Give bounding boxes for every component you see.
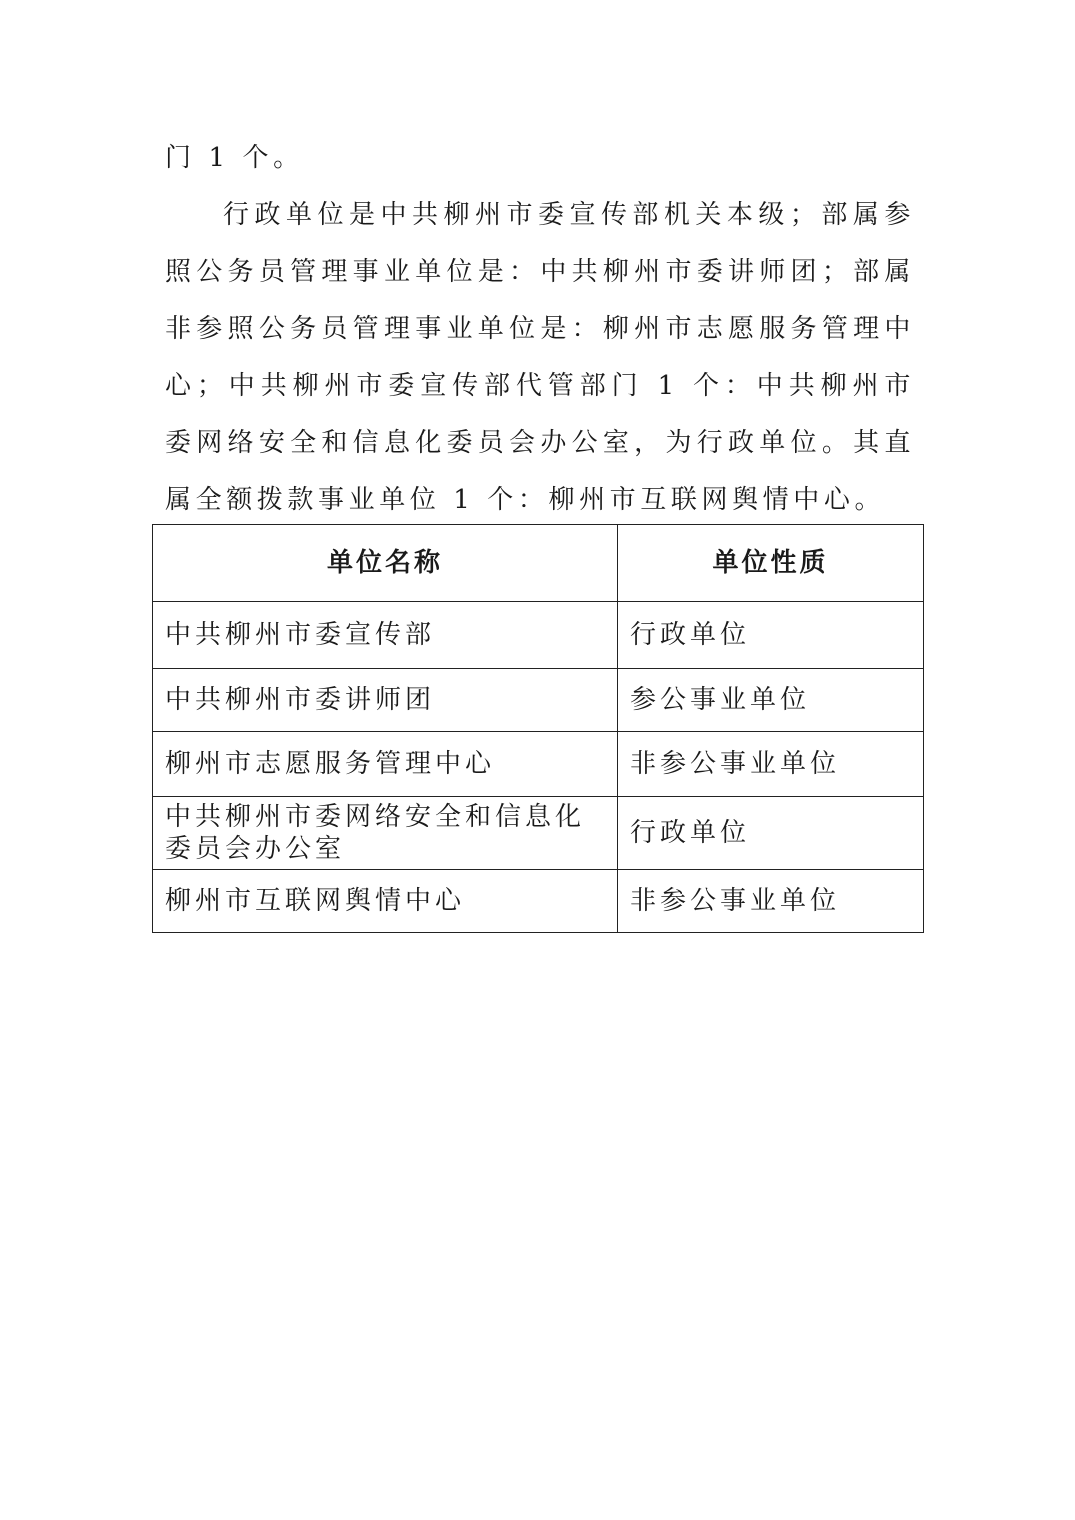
cell-unit-name: 柳州市互联网舆情中心 — [153, 870, 618, 933]
cell-unit-type: 行政单位 — [618, 602, 924, 669]
table-header-row — [153, 525, 924, 602]
header-unit-name: 单位名称 — [153, 525, 618, 602]
cell-unit-name: 中共柳州市委宣传部 — [153, 602, 618, 669]
table-row — [153, 669, 924, 732]
cell-unit-type: 行政单位 — [618, 797, 924, 870]
cell-unit-type: 非参公事业单位 — [618, 732, 924, 797]
cell-unit-type: 参公事业单位 — [618, 669, 924, 732]
cell-unit-type: 非参公事业单位 — [618, 870, 924, 933]
table-row — [153, 732, 924, 797]
table-row — [153, 870, 924, 933]
header-unit-type: 单位性质 — [618, 525, 924, 602]
paragraph-units-description: 行政单位是中共柳州市委宣传部机关本级；部属参照公务员管理事业单位是：中共柳州市委讲师团；部属非参照公务员管理事业单位是：柳州市志愿服务管理中心；中共柳州市委宣传部代管部门 1 个：中共柳州市委网络安全和信息化委员会办公室，为行政单位。其直属全额拨款事业单位 1 个：柳州市互联网舆情中心。 — [165, 200, 915, 515]
table-row — [153, 602, 924, 669]
cell-unit-name: 中共柳州市委网络安全和信息化委员会办公室 — [153, 797, 618, 870]
units-table — [152, 524, 924, 933]
paragraph-continuation: 门 1 个。 — [165, 143, 304, 173]
cell-unit-name: 中共柳州市委讲师团 — [153, 669, 618, 732]
table-row — [153, 797, 924, 870]
cell-unit-name: 柳州市志愿服务管理中心 — [153, 732, 618, 797]
